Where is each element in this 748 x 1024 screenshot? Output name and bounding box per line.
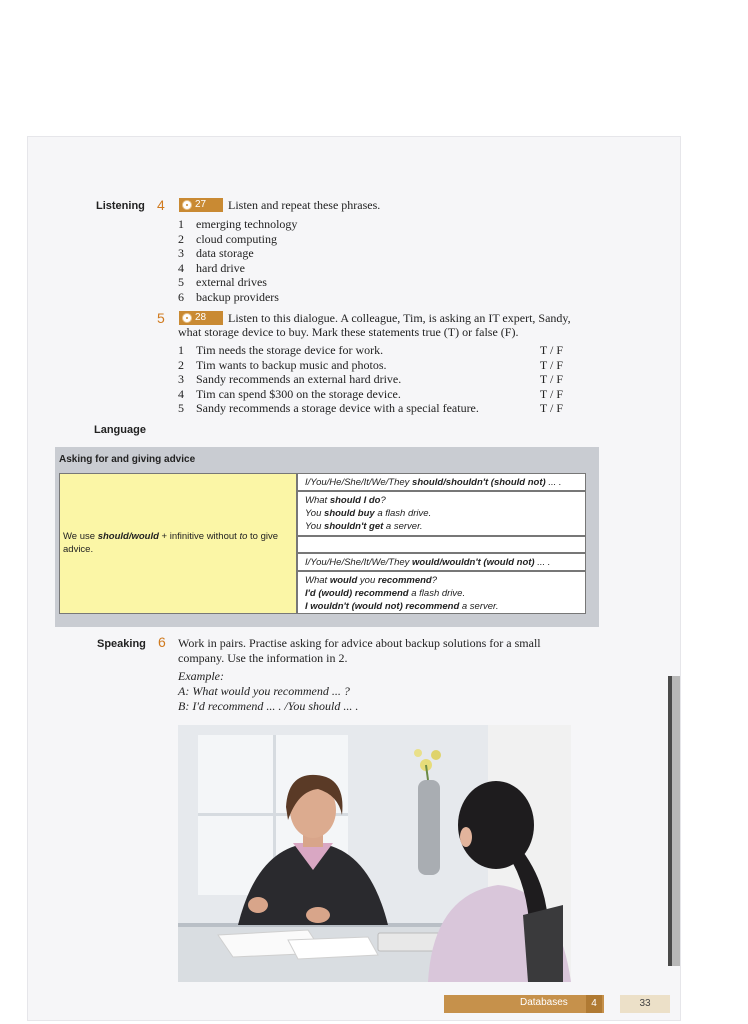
blank-cell [297, 536, 586, 553]
footer-unit-number: 4 [586, 995, 602, 1013]
photo-illustration [178, 725, 571, 982]
language-label: Language [94, 424, 146, 436]
listening-label: Listening [96, 200, 145, 212]
list-item: 6 backup providers [178, 289, 279, 304]
tf-statement: 1 Tim needs the storage device for work. T / F [178, 343, 563, 357]
office-meeting-photo [178, 725, 571, 982]
would-examples-cell: What would you recommend? I'd (would) recommend a flash drive. I wouldn't (would not) recommend a server. [297, 571, 586, 614]
language-box-title: Asking for and giving advice [59, 454, 196, 465]
tf-choice[interactable]: T / F [539, 372, 563, 386]
cd-icon [182, 200, 192, 210]
rule-text: We use should/would + infinitive without to to give advice. [63, 531, 279, 555]
list-item: 2 cloud computing [178, 231, 277, 246]
example-label: Example: [178, 669, 224, 683]
should-examples-cell: What should I do? You should buy a flash drive. You shouldn't get a server. [297, 491, 586, 536]
list-item: 1 emerging technology [178, 217, 298, 231]
example-b: B: I'd recommend ... . /You should ... . [178, 699, 359, 713]
exercise-5-instruction-2: what storage device to buy. Mark these statements true (T) or false (F). [178, 325, 519, 339]
exercise-5-instruction-1: Listen to this dialogue. A colleague, Tim, is asking an IT expert, Sandy, [228, 311, 571, 325]
page-binding-edge [672, 676, 680, 966]
exercise-5-number: 5 [157, 310, 165, 326]
tf-choice[interactable]: T / F [539, 386, 563, 401]
should-form-cell: I/You/He/She/It/We/They should/shouldn't (should not) ... . [297, 473, 586, 491]
example-a: A: What would you recommend ... ? [178, 684, 350, 698]
audio-track-28[interactable] [179, 311, 223, 325]
tf-statement: 2 Tim wants to backup music and photos. T / F [178, 357, 563, 372]
exercise-6-number: 6 [158, 634, 166, 650]
list-item: 4 hard drive [178, 260, 245, 275]
exercise-4-instruction: Listen and repeat these phrases. [228, 198, 381, 212]
list-item: 5 external drives [178, 275, 267, 289]
tf-choice[interactable]: T / F [539, 343, 563, 357]
list-item: 3 data storage [178, 246, 254, 260]
cd-icon [182, 313, 192, 323]
footer-section-title: Databases [520, 997, 568, 1008]
tf-choice[interactable]: T / F [539, 401, 563, 415]
track-number: 27 [195, 199, 207, 210]
tf-statement: 5 Sandy recommends a storage device with a special feature. T / F [178, 401, 563, 415]
would-form-cell: I/You/He/She/It/We/They would/wouldn't (would not) ... . [297, 553, 586, 571]
tf-statement: 3 Sandy recommends an external hard drive. T / F [178, 372, 563, 386]
page-number: 33 [620, 995, 670, 1013]
speaking-label: Speaking [97, 638, 146, 650]
tf-choice[interactable]: T / F [539, 357, 563, 372]
track-number: 28 [195, 312, 207, 323]
exercise-6-instruction-2: company. Use the information in 2. [178, 651, 348, 665]
exercise-4-number: 4 [157, 197, 165, 213]
tf-statement: 4 Tim can spend $300 on the storage device. T / F [178, 386, 563, 401]
exercise-6-instruction-1: Work in pairs. Practise asking for advice about backup solutions for a small [178, 636, 541, 650]
exercise-4-list [178, 217, 297, 304]
audio-track-27[interactable] [179, 198, 223, 212]
